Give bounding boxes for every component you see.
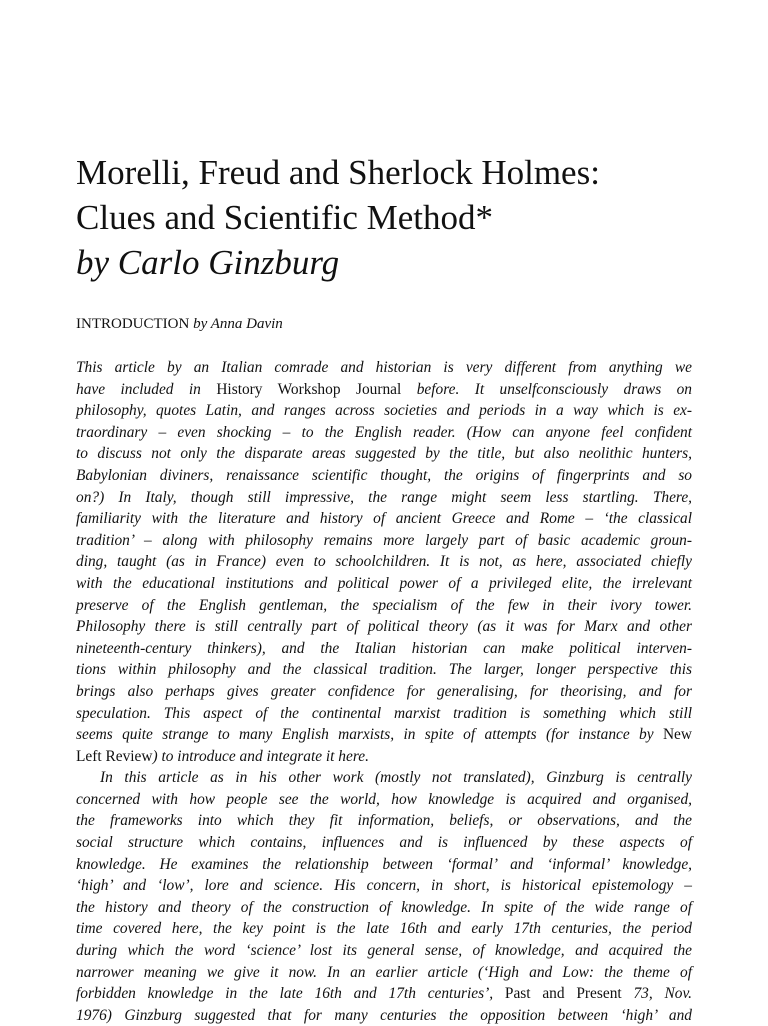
text-line [76, 724, 692, 746]
text-line: during which the word ‘science’ lost its general sense, of knowledge, and acquired the [76, 942, 692, 960]
text-line [76, 983, 692, 1005]
author-byline: by Carlo Ginzburg [76, 243, 340, 282]
title-line-1: Morelli, Freud and Sherlock Holmes: [76, 153, 600, 192]
text-line [76, 379, 692, 401]
text-line: narrower meaning we give it now. In an earlier article (‘High and Low: the theme of [76, 963, 692, 981]
text-span: ) to introduce and integrate it here. [152, 747, 369, 765]
text-line: tions within philosophy and the classical tradition. The larger, longer perspective this [76, 661, 692, 679]
text-line: In this article as in his other work (mostly not translated), Ginzburg is centrally [100, 769, 692, 787]
text-line: nineteenth-century thinkers), and the Italian historian can make political interven- [76, 639, 692, 657]
text-line: speculation. This aspect of the continental marxist tradition is something which still [76, 704, 692, 722]
text-line: the history and theory of the construction of knowledge. In spite of the wide range of [76, 898, 692, 916]
text-span: have included in [76, 380, 217, 398]
title-line-2: Clues and Scientific Method* [76, 198, 494, 237]
text-line: philosophy, quotes Latin, and ranges across societies and periods in a way which is ex- [76, 402, 692, 420]
text-line: brings also perhaps gives greater confidence for generalising, for theorising, and for [76, 682, 692, 700]
text-line: ‘high’ and ‘low’, lore and science. His concern, in short, is historical epistemology – [76, 877, 692, 895]
text-line: Babylonian diviners, renaissance scientific thought, the origins of fingerprints and so [76, 466, 692, 484]
text-line: time covered here, the key point is the late 16th and early 17th centuries, the period [76, 920, 692, 938]
journal-name: History Workshop Journal [216, 380, 402, 398]
text-line: familiarity with the literature and history of ancient Greece and Rome – ‘the classical [76, 510, 692, 528]
text-line: tradition’ – along with philosophy remains more largely part of basic academic groun- [76, 531, 692, 549]
text-line: to discuss not only the disparate areas suggested by the title, but also neolithic hunters, [76, 445, 692, 463]
text-line: the frameworks into which they fit information, beliefs, or observations, and the [76, 812, 692, 830]
journal-name: Past and Present [504, 985, 622, 1003]
text-line [76, 746, 692, 768]
text-line: on?) In Italy, though still impressive, the range might seem less startling. There, [76, 488, 692, 506]
text-line: preserve of the English gentleman, the specialism of the few in their ivory tower. [76, 596, 692, 614]
journal-name: Left Review [76, 747, 153, 765]
introduction-heading [76, 314, 283, 334]
text-line: This article by an Italian comrade and historian is very different from anything we [76, 359, 692, 376]
paragraph-1 [76, 357, 692, 767]
text-line: knowledge. He examines the relationship between ‘formal’ and ‘informal’ knowledge, [76, 855, 692, 873]
text-line: 1976) Ginzburg suggested that for many centuries the opposition between ‘high’ and [76, 1006, 692, 1024]
text-line: with the educational institutions and political power of a privileged elite, the irrelevant [76, 574, 692, 592]
text-span: forbidden knowledge in the late 16th and 17th centuries’, [76, 985, 505, 1003]
text-span: before. It unselfconsciously draws on [401, 380, 692, 398]
text-span: seems quite strange to many English marxists, in spite of attempts (for instance by [76, 726, 663, 744]
text-span: 73, Nov. [621, 985, 692, 1003]
text-line: ding, taught (as in France) even to schoolchildren. It is not, as here, associated chiefly [76, 553, 692, 571]
introduction-body [76, 357, 692, 1026]
text-line: Philosophy there is still centrally part of political theory (as it was for Marx and other [76, 618, 692, 636]
text-line: traordinary – even shocking – to the English reader. (How can anyone feel confident [76, 423, 692, 441]
article-title [76, 150, 716, 285]
text-line: social structure which contains, influences and is influenced by these aspects of [76, 834, 692, 852]
introduction-label: INTRODUCTION [76, 316, 190, 332]
introduction-author: by Anna Davin [193, 316, 283, 332]
journal-name: New [662, 726, 692, 744]
text-line: concerned with how people see the world, how knowledge is acquired and organised, [76, 790, 692, 808]
paragraph-2 [76, 767, 692, 1026]
